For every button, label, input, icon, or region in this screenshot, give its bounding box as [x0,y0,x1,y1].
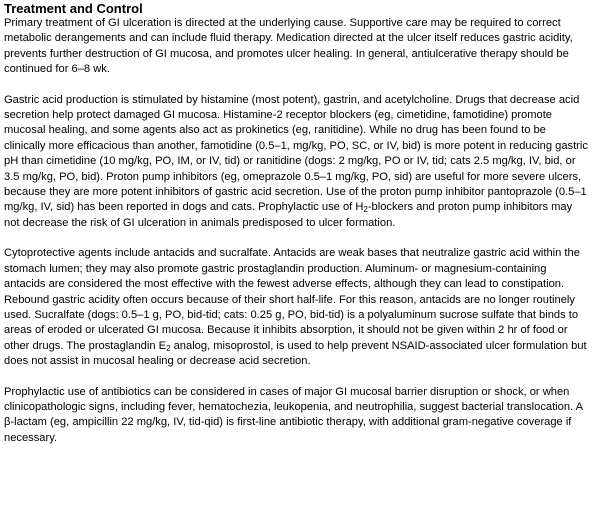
paragraph-text: Gastric acid production is stimulated by histamine (most potent), gastrin, and acetylcholine. Drugs that decrease acid secretion help protect damaged GI mucosa. Histamine-2 receptor blockers (eg, cimetidine, famotidine) promote mucosal healing, and some agents also act as prokinetics (eg, ranitidine). While no drug has been found to be clinically more efficacious than another, famotidine (0.5–1, mg/kg, PO, SC, or IV, bid) is more potent in reducing gastric pH than cimetidine (10 mg/kg, PO, IM, or IV, tid) or ranitidine (dogs: 2 mg/kg, PO or IV, tid; cats 2.5 mg/kg, IV, bid, or 3.5 mg/kg, PO, bid). Proton pump inhibitors (eg, omeprazole 0.5–1 mg/kg, PO, sid) are useful for more severe ulcers, because they are more potent inhibitors of gastric acid secretion. Use of the proton pump inhibitor pantoprazole (0.5–1 mg/kg, IV, sid) has been reported in dogs and cats. Prophylactic use of H [4,93,588,214]
paragraph-cytoprotective [4,246,589,369]
section-title: Treatment and Control [4,1,143,16]
paragraph-text-continued: -blockers and proton pump inhibitors may not decrease the risk of GI ulceration in animals predisposed to ulcer formation. [4,201,573,229]
subscript: 2 [363,205,368,215]
paragraph-text: Primary treatment of GI ulceration is directed at the underlying cause. Supportive care may be required to correct metabolic derangements and can include fluid therapy. Medication directed at the ulcer itself reduces gastric acidity, prevents further destruction of GI mucosa, and promotes ulcer healing. In general, antiulcerative therapy should be continued for 6–8 wk. [4,17,573,76]
paragraph-antibiotics [4,385,589,447]
subscript: 2 [166,343,171,353]
paragraph-text: Prophylactic use of antibiotics can be considered in cases of major GI mucosal barrier disruption or shock, or when clinicopathologic signs, including fever, hematochezia, leukopenia, and neutrophilia, suggest bacterial translocation. A β-lactam (eg, ampicillin 22 mg/kg, IV, tid-qid) is first-line antibiotic therapy, with additional gram-negative coverage if necessary. [4,385,583,444]
paragraph-primary-treatment [4,16,589,78]
paragraph-gastric-acid [4,93,589,232]
paragraph-text: Cytoprotective agents include antacids and sucralfate. Antacids are weak bases that neutralize gastric acid within the stomach lumen; they may also promote gastric prostaglandin production. Aluminum- or magnesium-containing antacids are considered the most effective with the fewest adverse effects, although they can lead to constipation. Rebound gastric acidity often occurs because of their short half-life. For this reason, antacids are no longer routinely used. Sucralfate (dogs: 0.5–1 g, PO, bid-tid; cats: 0.25 g, PO, bid-tid) is a polyaluminum sucrose sulfate that binds to areas of eroded or ulcerated GI mucosa. Because it inhibits absorption, it should not be given within 2 hr of food or other drugs. The prostaglandin E [4,247,580,352]
paragraph-text-continued: analog, misoprostol, is used to help prevent NSAID-associated ulcer formulation but does not assist in mucosal healing or decrease acid secretion. [4,339,587,368]
